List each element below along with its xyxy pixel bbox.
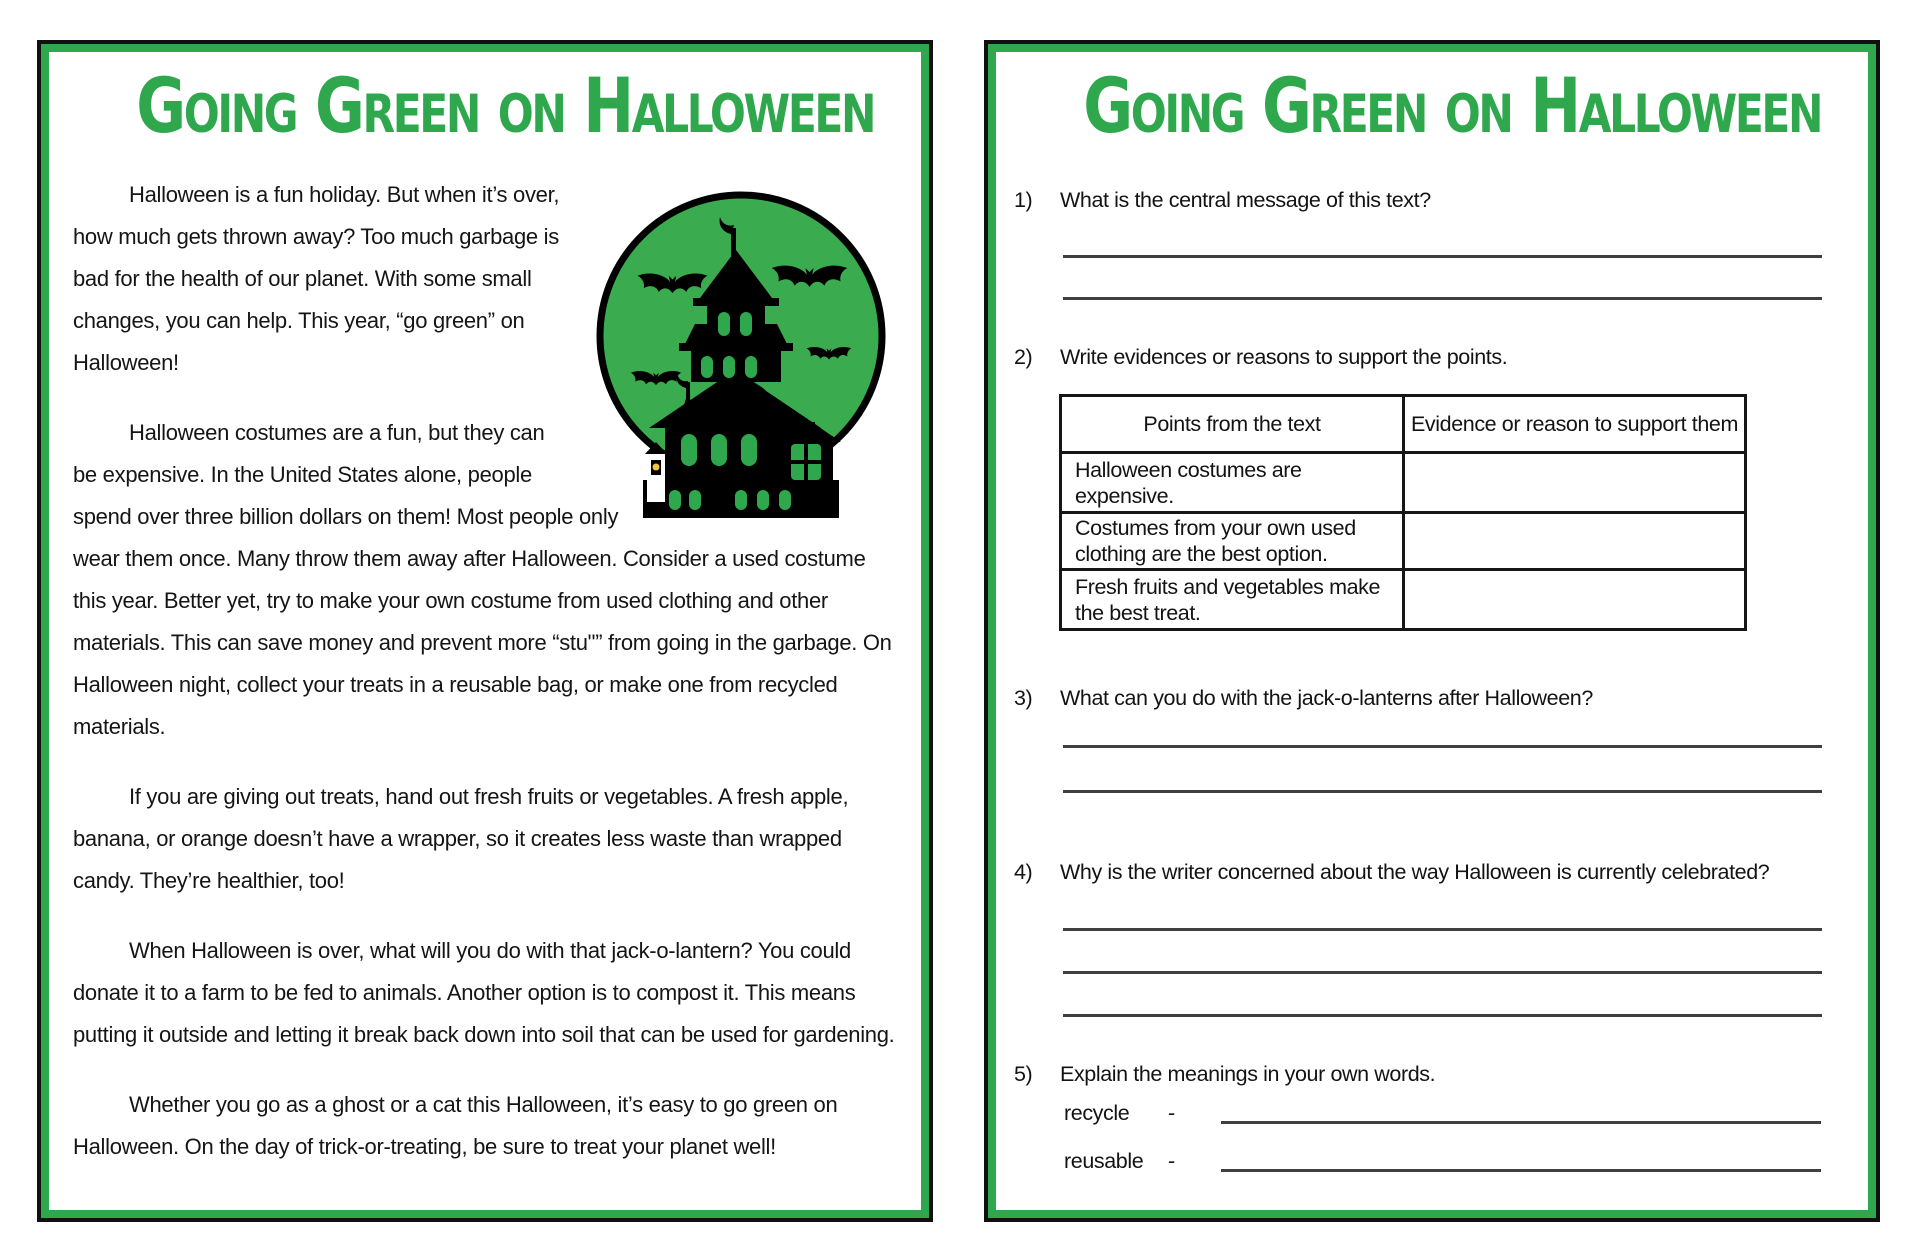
question-number: 2) <box>1014 345 1033 369</box>
table-cell-evidence <box>1404 453 1746 513</box>
passage-paragraph: If you are giving out treats, hand out fresh fruits or vegetables. A fresh apple, banana, or orange doesn’t have a wrapper, so it creates less waste than wrapped candy. They’re healthier, too! <box>73 784 849 893</box>
question-text: Write evidences or reasons to support the points. <box>1060 345 1508 369</box>
passage-paragraph: Halloween is a fun holiday. But when it’s over, how much gets thrown away? Too much garbage is bad for the health of our planet. With some small changes, you can help. This year, “go green” on Halloween! <box>73 182 560 375</box>
answer-line <box>1063 928 1822 931</box>
passage-paragraph: Whether you go as a ghost or a cat this Halloween, it’s easy to go green on Halloween. On the day of trick-or-treating, be sure to treat your planet well! <box>73 1092 838 1159</box>
passage-page <box>37 40 933 1222</box>
table-cell-evidence <box>1404 570 1746 630</box>
table-cell-evidence <box>1404 513 1746 570</box>
passage-page-border <box>41 44 929 1218</box>
term-label: reusable <box>1064 1149 1144 1173</box>
table-row <box>1061 513 1746 570</box>
table-cell-point: Fresh fruits and vegetables make the best treat. <box>1061 570 1404 630</box>
table-row <box>1061 570 1746 630</box>
question-4 <box>1014 857 1842 1017</box>
question-3 <box>1014 683 1842 793</box>
table-cell-point: Halloween costumes are expensive. <box>1061 453 1404 513</box>
question-number: 3) <box>1014 686 1033 710</box>
question-number: 5) <box>1014 1062 1033 1086</box>
halloween-illustration <box>583 188 895 520</box>
question-number: 1) <box>1014 188 1033 212</box>
question-5 <box>1014 1059 1842 1175</box>
haunted-house-moon-illustration <box>583 188 895 520</box>
passage-paragraph: Halloween costumes are a fun, but they can be expensive. In the United States alone, people spend over three billion dollars on them! Most people only wear them once. Many throw them away after Halloween. Consider a used costume this year. Better yet, try to make your own costume from used clothing and other materials. This can save money and prevent more “stu"” from going in the garbage. On Halloween night, collect your treats in a reusable bag, or make one from recycled materials. <box>73 420 892 739</box>
term-dash: - <box>1168 1101 1175 1125</box>
table-header-row <box>1061 396 1746 453</box>
reading-passage <box>73 174 895 1196</box>
question-text: What is the central message of this text? <box>1060 188 1431 212</box>
answer-line <box>1063 1014 1822 1017</box>
table-header-evidence: Evidence or reason to support them <box>1404 396 1746 453</box>
table-cell-point: Costumes from your own used clothing are the best option. <box>1061 513 1404 570</box>
answer-line <box>1063 745 1822 748</box>
evidence-table <box>1059 394 1747 631</box>
questions-page-border <box>988 44 1876 1218</box>
term-row-reusable <box>1064 1147 1842 1175</box>
table-row <box>1061 453 1746 513</box>
question-text: Why is the writer concerned about the way Halloween is currently celebrated? <box>1060 860 1770 884</box>
term-row-recycle <box>1064 1099 1842 1127</box>
term-dash: - <box>1168 1149 1175 1173</box>
answer-line <box>1063 790 1822 793</box>
question-2 <box>1014 342 1842 631</box>
question-1 <box>1014 185 1842 300</box>
answer-line <box>1063 971 1822 974</box>
lamp-tower-icon <box>645 442 667 502</box>
page-title: Going Green on Halloween <box>136 61 875 150</box>
answer-line <box>1063 297 1822 300</box>
question-text: What can you do with the jack-o-lanterns after Halloween? <box>1060 686 1593 710</box>
answer-line <box>1063 255 1822 258</box>
page-title: Going Green on Halloween <box>1083 61 1822 150</box>
term-label: recycle <box>1064 1101 1130 1125</box>
answer-line <box>1221 1169 1821 1172</box>
question-text: Explain the meanings in your own words. <box>1060 1062 1436 1086</box>
question-number: 4) <box>1014 860 1033 884</box>
answer-line <box>1221 1121 1821 1124</box>
passage-paragraph: When Halloween is over, what will you do with that jack-o-lantern? You could donate it to a farm to be fed to animals. Another option is to compost it. This means putting it outside and letting it break back down into soil that can be used for gardening. <box>73 938 895 1047</box>
questions-page <box>984 40 1880 1222</box>
table-header-points: Points from the text <box>1061 396 1404 453</box>
